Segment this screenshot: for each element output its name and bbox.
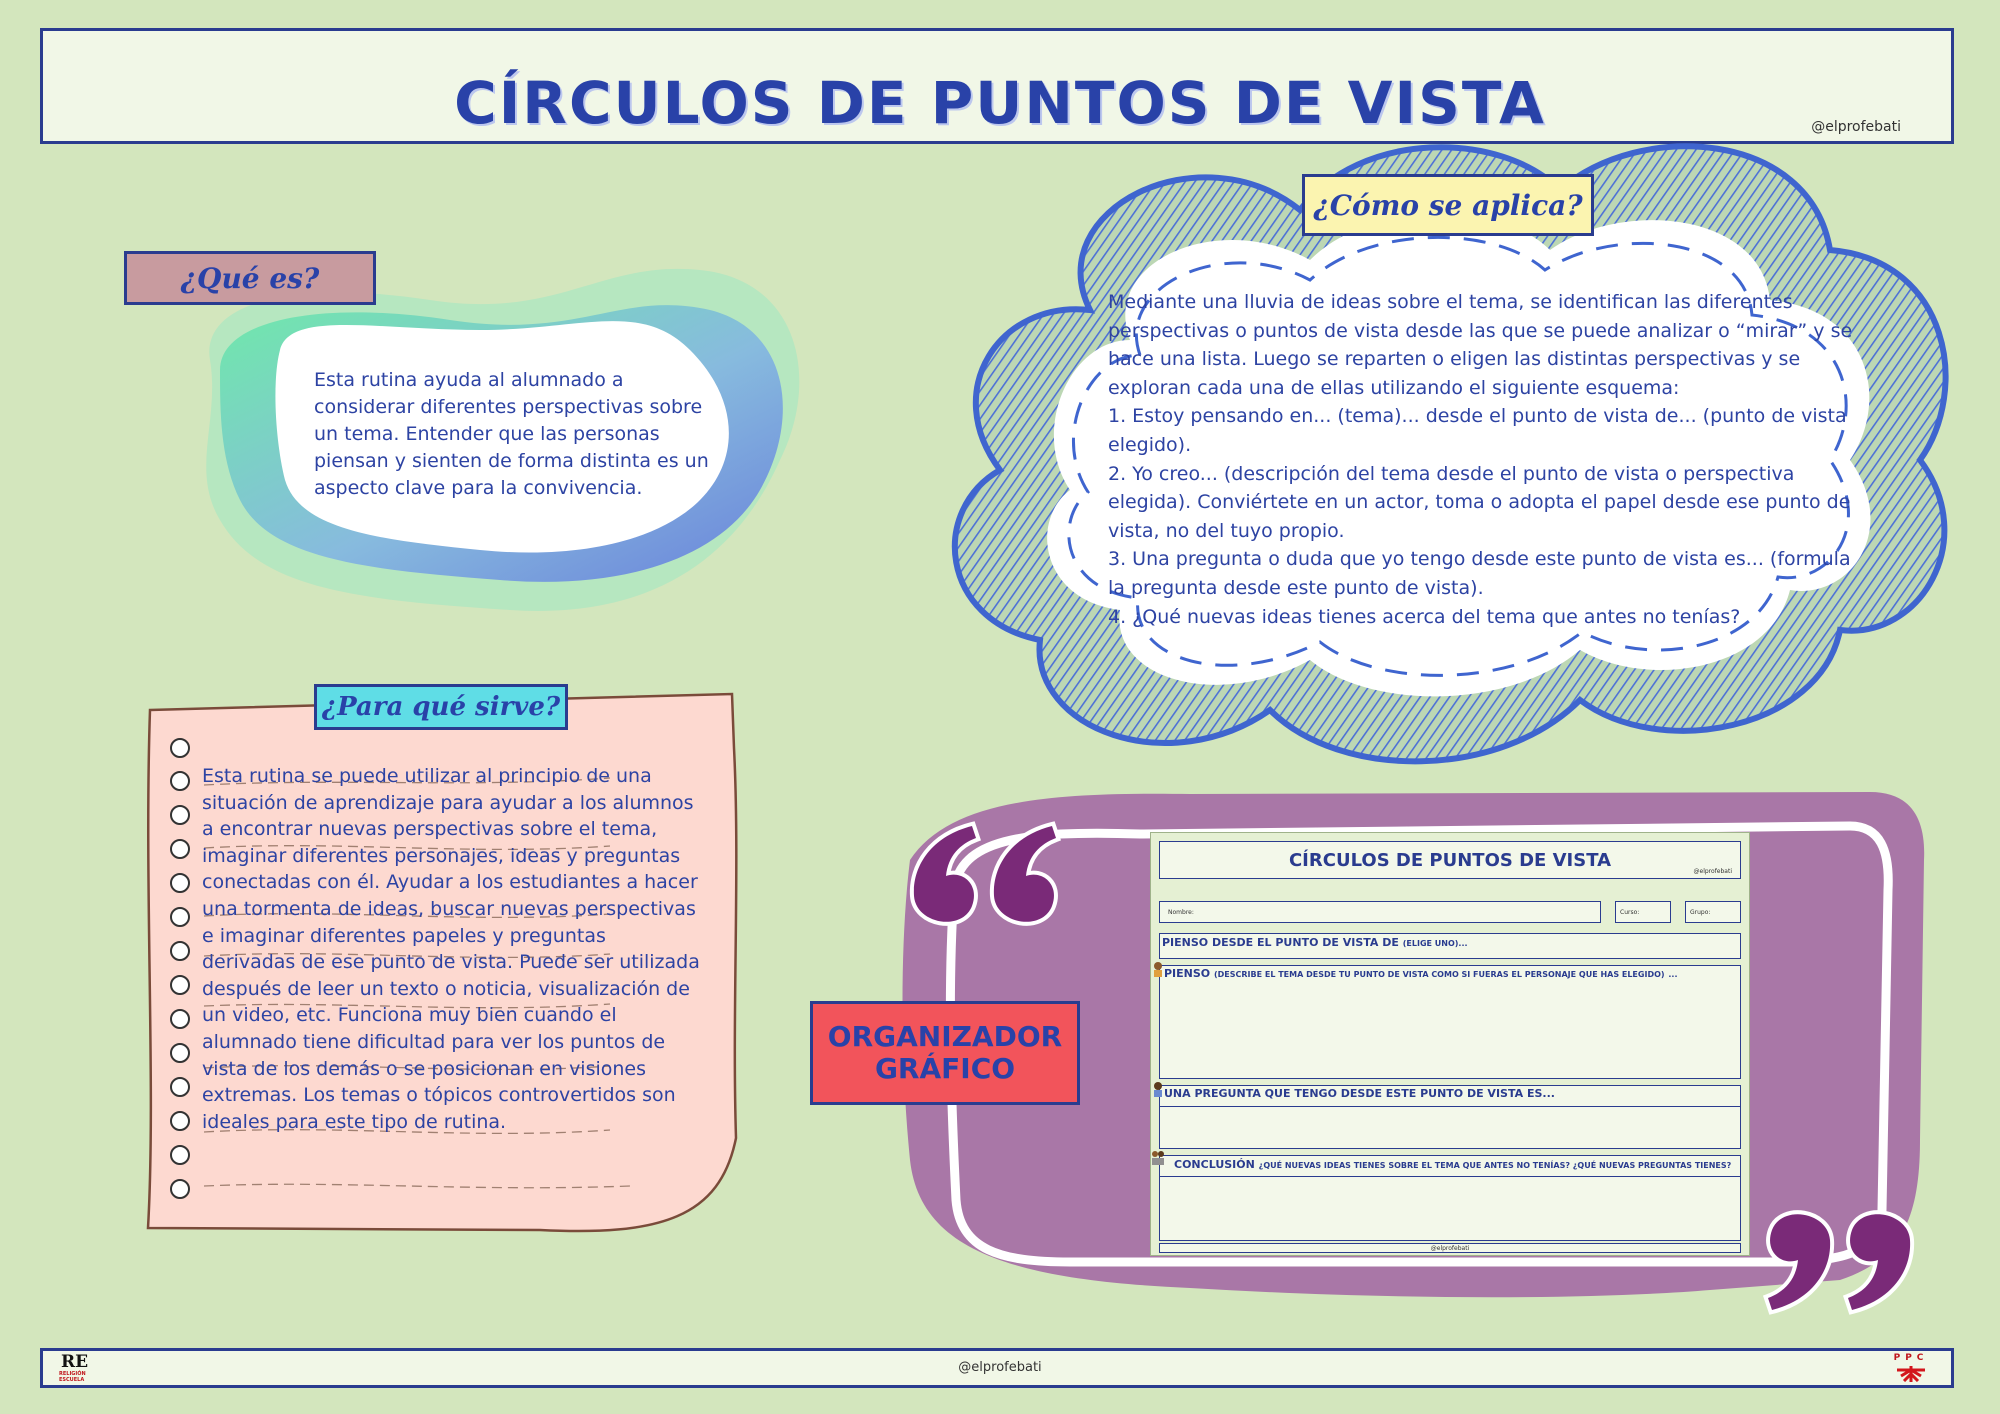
organizador-line1: ORGANIZADOR — [827, 1020, 1063, 1053]
sheet-pienso-dots: ... — [1668, 970, 1678, 979]
como-step-4: 4. ¿Qué nuevas ideas tienes acerca del tema que antes no tenías? — [1108, 605, 1741, 628]
re-logo-sub1: RELIGIÓN — [59, 1371, 86, 1377]
sheet-curso-label: Curso: — [1620, 909, 1640, 916]
organizador-grafico-label — [810, 1001, 1080, 1105]
sheet-conclusion-sub: ¿QUÉ NUEVAS IDEAS TIENES SOBRE EL TEMA QUE ANTES NO TENÍAS? ¿QUÉ NUEVAS PREGUNTAS TIENES? — [1258, 1161, 1732, 1170]
sheet-conclusion-box — [1159, 1155, 1741, 1241]
student-question-icon — [1151, 1081, 1165, 1097]
ppc-logo-text: PPC — [1893, 1353, 1929, 1363]
sheet-footer — [1159, 1243, 1741, 1253]
re-logo-sub2: ESCUELA — [59, 1377, 85, 1383]
sheet-nombre-label: Nombre: — [1168, 909, 1194, 916]
ppc-logo — [1889, 1353, 1933, 1383]
sheet-nombre-field — [1159, 901, 1601, 923]
como-step-2: 2. Yo creo... (descripción del tema desde el punto de vista o perspectiva elegida). Conviértete en un actor, toma o adopta el papel desde ese punto de vista, no del tuyo propio. — [1108, 462, 1851, 542]
sheet-title: CÍRCULOS DE PUNTOS DE VISTA — [1288, 850, 1612, 871]
open-quote-icon — [902, 806, 1072, 936]
student-figure-icon — [1151, 961, 1165, 977]
header-banner — [40, 28, 1954, 144]
que-es-label: ¿Qué es? — [124, 251, 376, 305]
close-quote-icon — [1752, 1200, 1922, 1330]
sheet-pregunta-box — [1159, 1085, 1741, 1149]
students-group-icon — [1151, 1149, 1165, 1165]
sheet-title-box — [1159, 841, 1741, 879]
worksheet-preview — [1150, 832, 1750, 1256]
sheet-pregunta: UNA PREGUNTA QUE TENGO DESDE ESTE PUNTO DE VISTA ES... — [1164, 1087, 1555, 1100]
sheet-conclusion: CONCLUSIÓN — [1174, 1158, 1255, 1171]
como-step-3: 3. Una pregunta o duda que yo tengo desde este punto de vista es... (formula la pregunta desde este punto de vista). — [1108, 548, 1851, 599]
sheet-curso-field — [1615, 901, 1671, 923]
re-logo-text: RE — [61, 1352, 89, 1372]
como-se-aplica-label: ¿Cómo se aplica? — [1302, 174, 1594, 236]
para-que-sirve-text: Esta rutina se puede utilizar al principio de una situación de aprendizaje para ayudar a los alumnos a encontrar nuevas perspectivas sobre el tema, imaginar diferentes personajes, ideas y preguntas conectadas con él. Ayudar a los estudiantes a hacer una tormenta de ideas, buscar nuevas perspectivas e imaginar diferentes papeles y preguntas derivadas de ese punto de vista. Puede ser utilizada después de leer un texto o noticia, visualización de un video, etc. Funciona muy bien cuando el alumnado tiene dificultad para ver los puntos de vista de los demás o se posicionan en visiones extremas. Los temas o tópicos controvertidos son ideales para este tipo de rutina. — [202, 765, 700, 1133]
sheet-grupo-field — [1685, 901, 1741, 923]
sheet-pienso: PIENSO — [1164, 967, 1211, 980]
como-se-aplica-text — [1108, 288, 1868, 631]
sheet-pienso-desde: PIENSO DESDE EL PUNTO DE VISTA DE — [1162, 936, 1399, 949]
sheet-grupo-label: Grupo: — [1690, 909, 1711, 916]
sheet-pienso-sub: (DESCRIBE EL TEMA DESDE TU PUNTO DE VISTA COMO SI FUERAS EL PERSONAJE QUE HAS ELEGIDO) — [1214, 970, 1665, 979]
header-credit: @elprofebati — [1811, 119, 1901, 135]
como-intro: Mediante una lluvia de ideas sobre el tema, se identifican las diferentes perspectivas o puntos de vista desde las que se puede analizar o “mirar” y se hace una lista. Luego se reparten o eligen las distintas perspectivas y se exploran cada una de ellas utilizando el siguiente esquema: — [1108, 291, 1853, 399]
sheet-pienso-desde-sub: (ELIGE UNO)... — [1402, 939, 1468, 948]
sheet-pienso-box — [1159, 965, 1741, 1079]
footer-bar — [40, 1348, 1954, 1388]
para-que-sirve-label: ¿Para qué sirve? — [314, 684, 568, 730]
sheet-footer-credit: @elprofebati — [1430, 1245, 1470, 1252]
que-es-text: Esta rutina ayuda al alumnado a considerar diferentes perspectivas sobre un tema. Entender que las personas piensan y sienten de forma distinta es un aspecto clave para la convivencia. — [314, 369, 709, 499]
como-step-1: 1. Estoy pensando en... (tema)... desde el punto de vista de... (punto de vista elegido). — [1108, 405, 1847, 456]
organizador-line2: GRÁFICO — [874, 1052, 1016, 1085]
ppc-emblem-icon — [1895, 1364, 1927, 1382]
footer-credit: @elprofebati — [958, 1360, 1042, 1375]
page-title: CÍRCULOS DE PUNTOS DE VISTA — [454, 69, 1546, 137]
sheet-credit: @elprofebati — [1693, 868, 1732, 875]
sheet-pienso-desde-box — [1159, 933, 1741, 959]
